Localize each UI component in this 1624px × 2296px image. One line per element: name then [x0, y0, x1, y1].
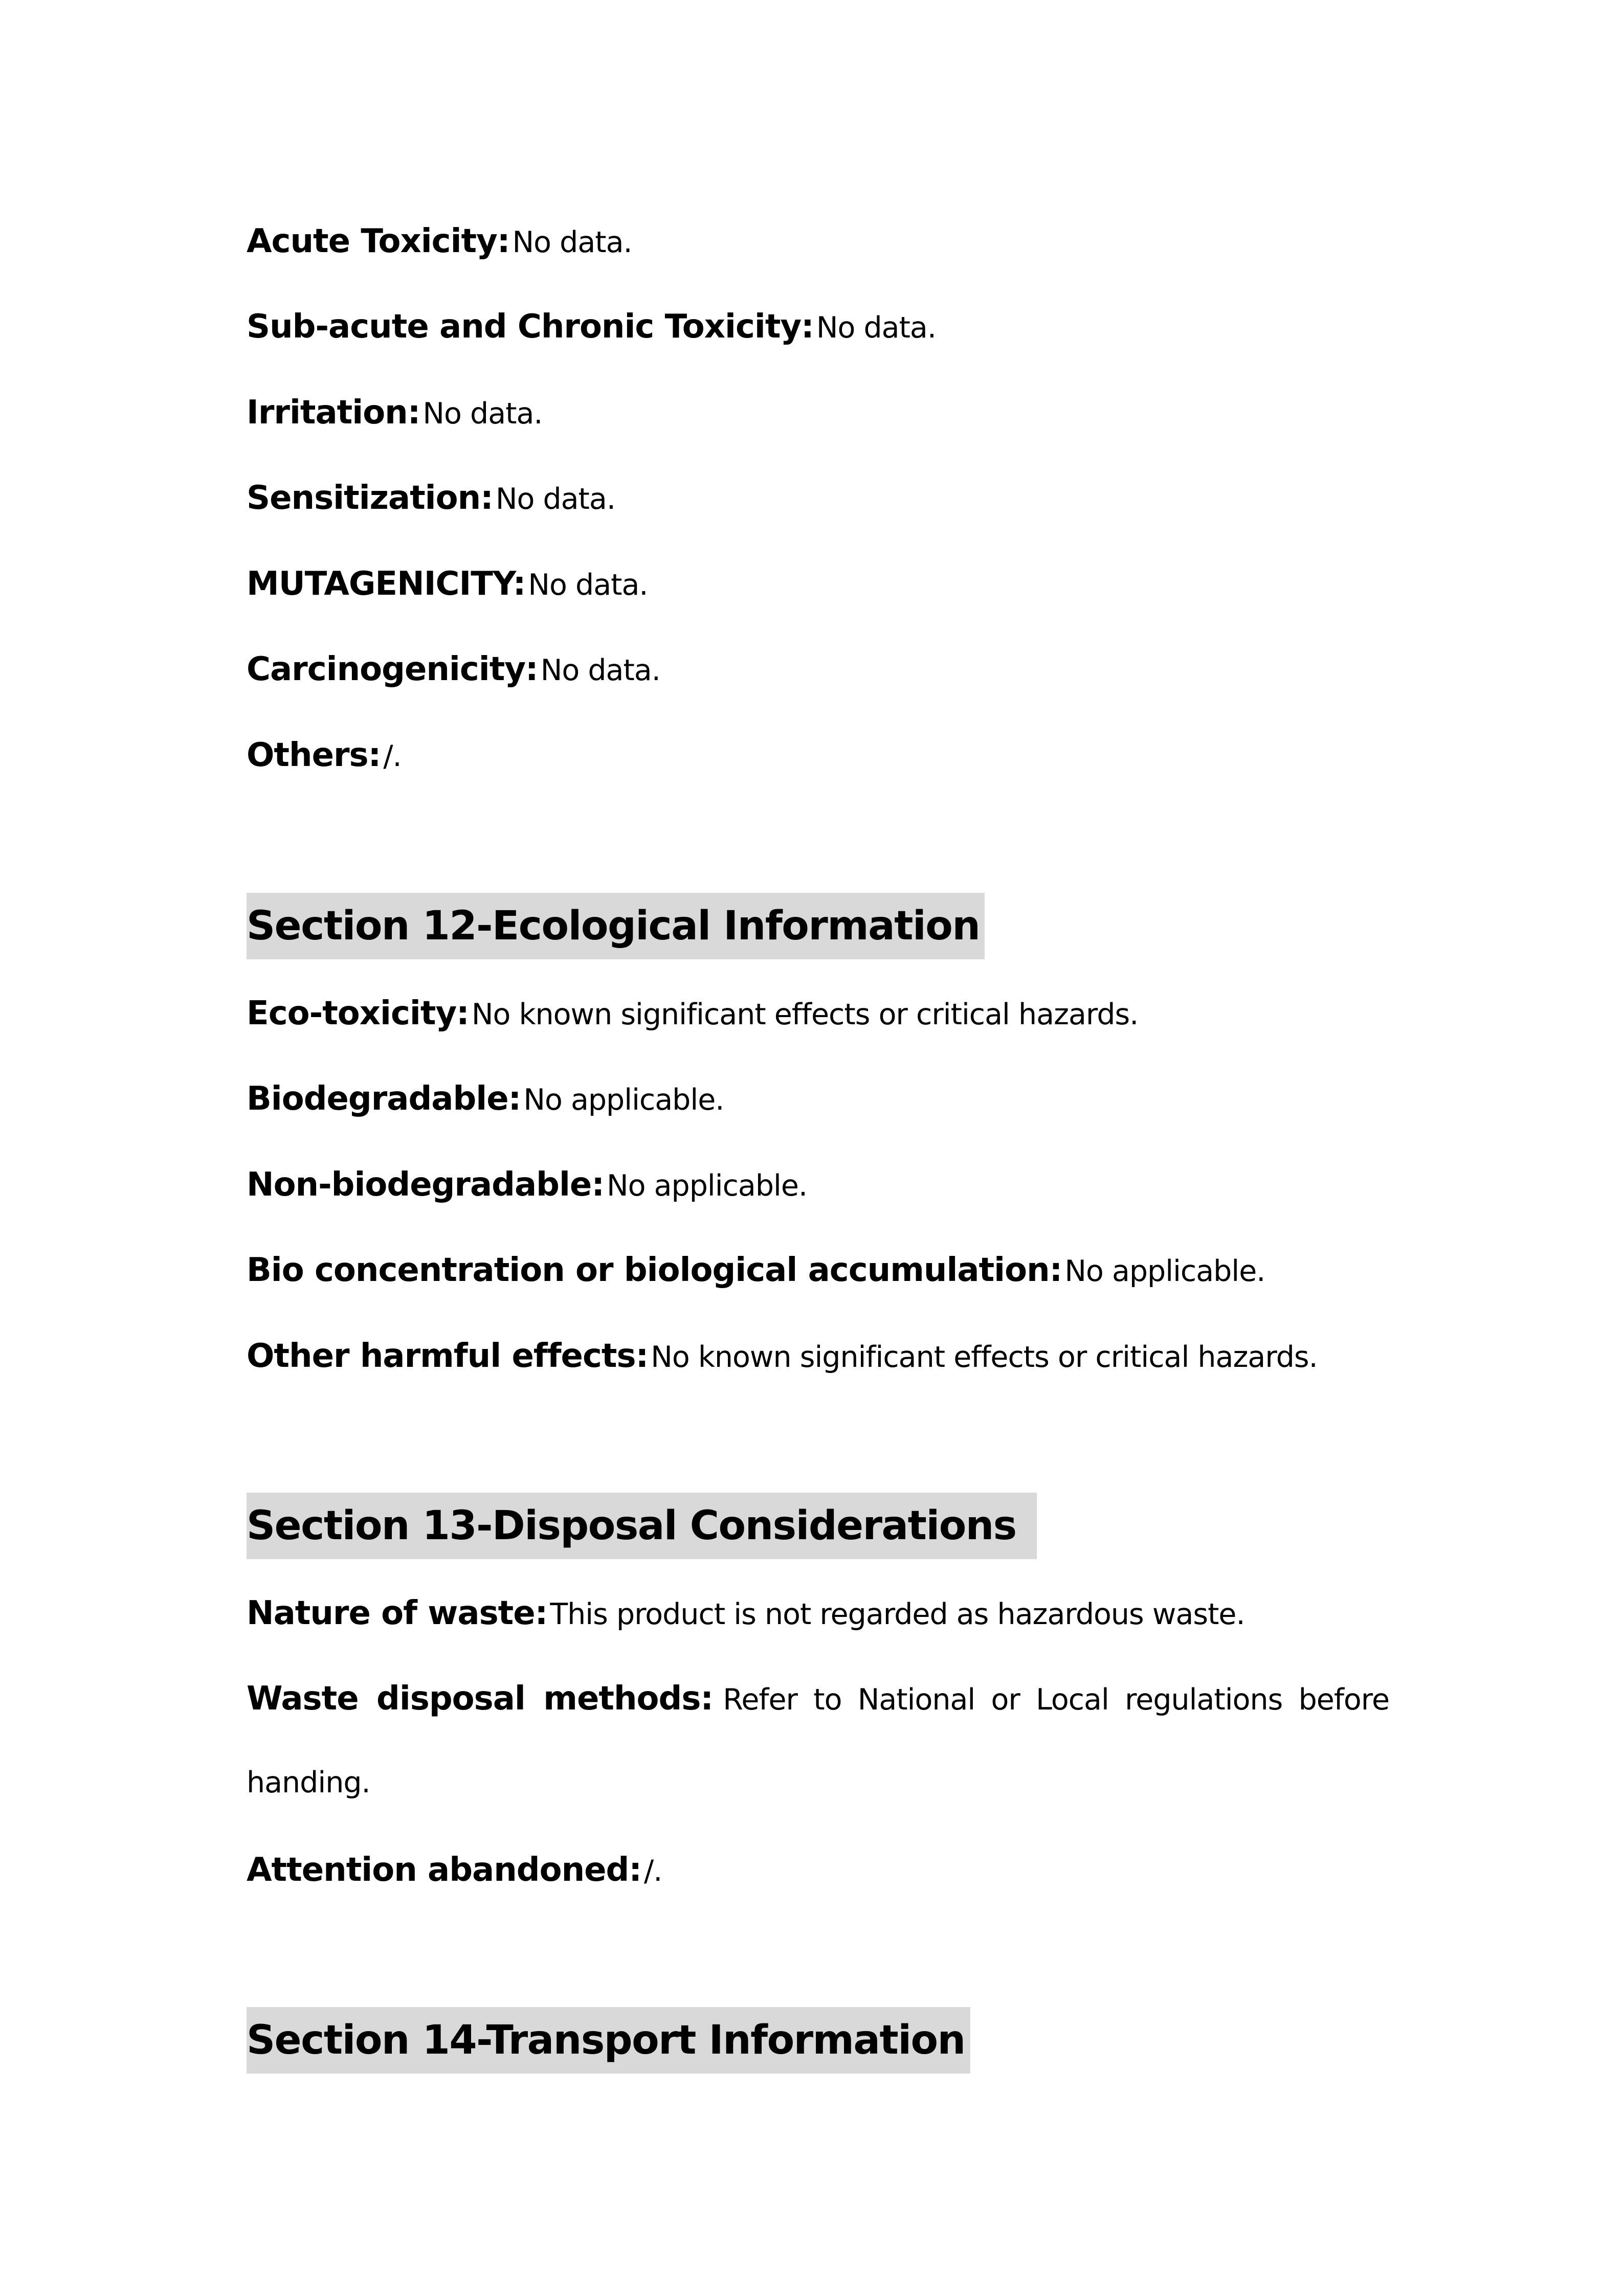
field-value-continuation: handing. [247, 1766, 370, 1799]
field-bio-concentration [247, 1251, 1265, 1289]
field-label: Sub-acute and Chronic Toxicity: [247, 308, 814, 346]
field-label: Carcinogenicity: [247, 650, 538, 688]
field-label: Bio concentration or biological accumulation: [247, 1251, 1062, 1289]
field-value: /. [383, 739, 402, 773]
field-label: Eco-toxicity: [247, 995, 469, 1032]
field-nature-of-waste [247, 1594, 1245, 1632]
field-mutagenicity [247, 565, 648, 603]
field-value: No data. [540, 654, 660, 687]
field-acute-toxicity [247, 222, 632, 260]
section-13-heading: Section 13-Disposal Considerations [247, 1493, 1037, 1559]
field-value: No applicable. [1064, 1254, 1265, 1288]
section-14-heading: Section 14-Transport Information [247, 2007, 970, 2074]
field-non-biodegradable [247, 1166, 808, 1204]
field-label: Acute Toxicity: [247, 222, 510, 260]
field-value: No known significant effects or critical hazards. [471, 998, 1139, 1031]
field-carcinogenicity [247, 650, 660, 688]
field-value: No data. [495, 482, 615, 516]
field-label: Irritation: [247, 394, 420, 432]
field-value: No applicable. [523, 1083, 724, 1117]
field-label: Attention abandoned: [247, 1851, 641, 1889]
field-label: Nature of waste: [247, 1594, 548, 1632]
field-label: Non-biodegradable: [247, 1166, 604, 1204]
field-waste-disposal-continuation [247, 1768, 370, 1797]
field-irritation [247, 394, 543, 432]
section-12-heading: Section 12-Ecological Information [247, 893, 985, 959]
field-value: No known significant effects or critical hazards. [651, 1340, 1318, 1374]
field-other-harmful-effects [247, 1337, 1318, 1375]
field-label: MUTAGENICITY: [247, 565, 526, 603]
field-value: No applicable. [607, 1169, 808, 1203]
field-label: Others: [247, 736, 381, 774]
field-label: Waste disposal methods: [247, 1680, 714, 1718]
field-others [247, 736, 402, 774]
field-value: No data. [528, 568, 648, 602]
field-subacute-chronic-toxicity [247, 308, 936, 346]
field-value: Refer to National or Local regulations before [723, 1683, 1390, 1717]
field-eco-toxicity [247, 997, 1138, 1030]
field-attention-abandoned [247, 1851, 662, 1889]
field-label: Sensitization: [247, 479, 493, 517]
field-sensitization [247, 479, 615, 517]
field-biodegradable [247, 1080, 724, 1118]
field-value: This product is not regarded as hazardous waste. [550, 1597, 1245, 1631]
field-value: No data. [422, 397, 543, 431]
field-label: Other harmful effects: [247, 1337, 649, 1375]
field-label: Biodegradable: [247, 1080, 521, 1118]
field-waste-disposal-methods [247, 1680, 1390, 1718]
field-value: No data. [816, 311, 936, 345]
field-value: /. [644, 1854, 662, 1888]
field-value: No data. [512, 226, 632, 259]
